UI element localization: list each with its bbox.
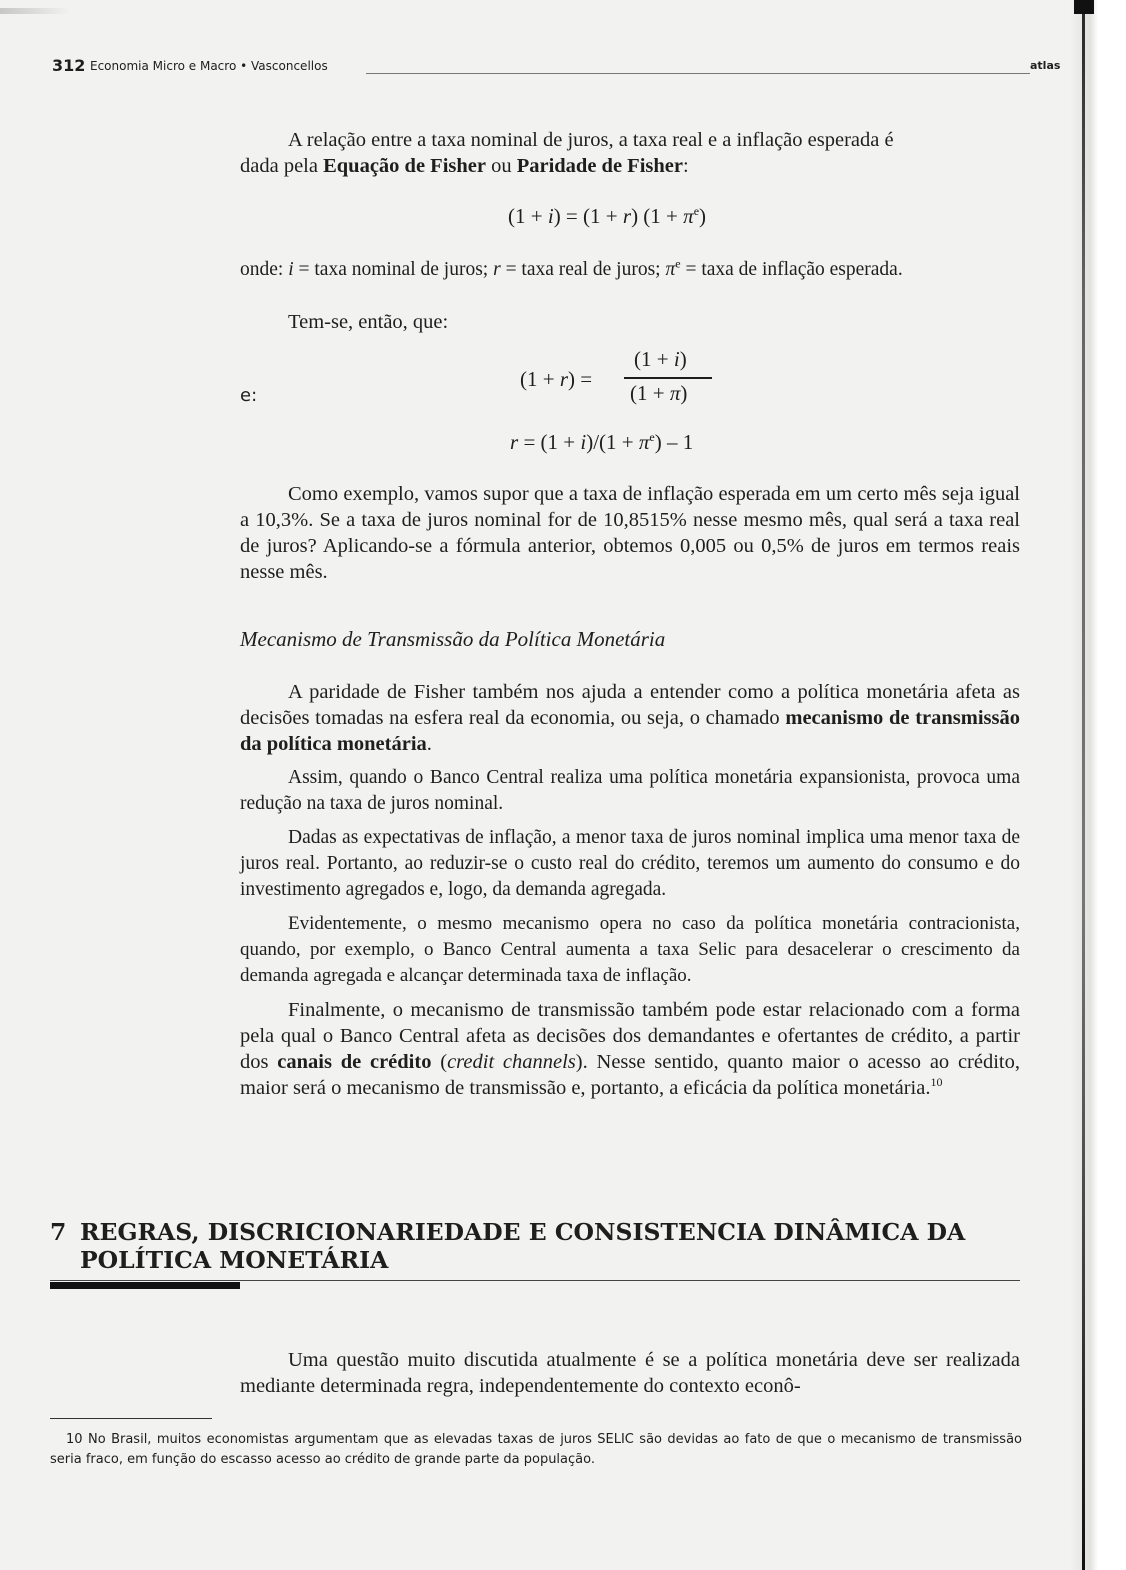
section-bar <box>50 1282 240 1289</box>
definition-text: = taxa de inflação esperada. <box>680 259 903 280</box>
fraction-bar <box>624 377 712 379</box>
fisher-equation-formula <box>508 203 788 229</box>
section-number: 7 <box>50 1218 67 1246</box>
running-header <box>52 56 1062 82</box>
e-label: e: <box>240 385 258 406</box>
formula-superscript-e: e <box>649 430 655 444</box>
page-number: 312 <box>52 56 86 75</box>
real-rate-formula <box>510 429 693 455</box>
formula-text: (1 + <box>630 381 670 405</box>
header-separator: • <box>240 59 248 73</box>
page-edge-shadow <box>1070 0 1126 1570</box>
paragraph-text: Finalmente, o mecanismo de transmissão também pode estar relacionado com a forma pela qual o Banco Central afeta as decisões dos demandantes e ofertantes de crédito, a partir dos <box>240 999 1020 1073</box>
definition-text: = taxa real de juros; <box>500 259 666 280</box>
paragraph-text: A paridade de Fisher também nos ajuda a entender como a política monetária afeta as decisões tomadas na esfera real da economia, ou seja, o chamado <box>240 681 1020 729</box>
formula-text: ) <box>699 204 707 228</box>
book-author: Vasconcellos <box>251 59 328 73</box>
formula-text: = (1 + <box>518 430 581 454</box>
paragraph-expectations: Dadas as expectativas de inflação, a menor taxa de juros nominal implica uma menor taxa de juros real. Portanto, ao reduzir-se o custo real do crédito, teremos um aumento do consumo e do investimento agregados e, logo, da demanda agregada. <box>240 827 1020 900</box>
formula-text: (1 + <box>508 204 548 228</box>
formula-text: ) – 1 <box>654 430 694 454</box>
fraction-denominator <box>630 381 687 406</box>
fraction-numerator <box>634 347 687 372</box>
intro-line-2-suffix: : <box>682 155 689 177</box>
footnote <box>50 1430 1022 1470</box>
formula-superscript-e: e <box>693 204 700 218</box>
publisher-logo: atlas <box>1030 59 1061 72</box>
section-title: REGRAS, DISCRICIONARIEDADE E CONSISTENCIA DINÂMICA DA POLÍTICA MONETÁRIA <box>80 1218 966 1274</box>
formula-var-r: r <box>622 204 632 228</box>
footnote-rule <box>50 1418 212 1419</box>
real-rate-fraction-formula <box>520 347 740 417</box>
formula-text: ) = <box>568 367 593 391</box>
formula-text: (1 + <box>634 347 674 371</box>
intro-connector: ou <box>485 155 517 177</box>
definition-var-pi: π <box>665 259 676 280</box>
paragraph-credit-channels <box>240 997 1020 1101</box>
definition-text: onde: <box>240 259 289 280</box>
paragraph-text: ). Nesse sentido, quanto maior o acesso ao crédito, maior será o mecanismo de transmissão e, portanto, a eficácia da política monetária. <box>240 1051 1020 1099</box>
formula-text: ) <box>680 381 688 405</box>
credit-channels-english: credit channels <box>447 1051 576 1073</box>
formula-text: ) = (1 + <box>553 204 623 228</box>
formula-var-pi: π <box>638 430 650 454</box>
paragraph-text: . <box>426 733 432 755</box>
example-paragraph: Como exemplo, vamos supor que a taxa de inflação esperada em um certo mês seja igual a 10,3%. Se a taxa de juros nominal for de 10,8515% nesse mesmo mês, qual será a taxa real de juros? Aplicando-se a fórmula anterior, obtemos 0,005 ou 0,5% de juros em termos reais nesse mês. <box>240 483 1020 583</box>
footnote-text: No Brasil, muitos economistas argumentam que as elevadas taxas de juros SELIC são devidas ao fato de que o mecanismo de transmissão seria fraco, em função do escasso acesso ao crédito de grande parte da população. <box>50 1432 1022 1467</box>
definition-text: = taxa nominal de juros; <box>293 259 494 280</box>
subsection-heading: Mecanismo de Transmissão da Política Monetária <box>240 627 666 651</box>
definition-superscript-e: e <box>675 256 681 271</box>
formula-var-r: r <box>559 367 569 391</box>
formula-var-pi: π <box>683 204 694 228</box>
book-title: Economia Micro e Macro <box>90 59 237 73</box>
formula-text: )/(1 + <box>586 430 639 454</box>
then-text: Tem-se, então, que: <box>288 311 449 333</box>
intro-line-1: A relação entre a taxa nominal de juros, a taxa real e a inflação esperada é <box>288 129 894 151</box>
definition-var-r: r <box>493 259 501 280</box>
formula-text: ) <box>679 347 687 371</box>
formula-var-pi: π <box>669 381 681 405</box>
paragraph-text: ( <box>431 1051 448 1073</box>
book-spine-edge <box>1082 0 1085 1570</box>
fisher-parity-term: Paridade de Fisher <box>516 155 683 177</box>
formula-var-i: i <box>580 430 587 454</box>
scan-smudge <box>0 8 70 14</box>
book-spine-corner <box>1074 0 1094 14</box>
paragraph-expansionary: Assim, quando o Banco Central realiza uma política monetária expansionista, provoca uma redução na taxa de juros nominal. <box>240 767 1020 814</box>
variable-definitions <box>240 257 1030 283</box>
formula-var-r: r <box>510 430 519 454</box>
formula-var-i: i <box>547 204 554 228</box>
intro-line-2-prefix: dada pela <box>240 155 324 177</box>
formula-var-i: i <box>673 347 680 371</box>
paragraph-contractionary: Evidentemente, o mesmo mecanismo opera no caso da política monetária contracionista, quando, por exemplo, o Banco Central aumenta a taxa Selic para desacelerar o crescimento da demanda agregada e alcançar determinada taxa de inflação. <box>240 913 1020 986</box>
header-rule <box>366 73 1030 74</box>
transmission-mechanism-term: mecanismo de transmissão da política monetária <box>240 707 1020 755</box>
formula-text: ) (1 + <box>631 204 684 228</box>
footnote-number: 10 <box>66 1432 83 1447</box>
paragraph-fisher-parity <box>240 679 1020 757</box>
footnote-reference[interactable]: 10 <box>930 1075 943 1090</box>
fraction-lhs <box>520 367 592 392</box>
credit-channels-term: canais de crédito <box>277 1051 432 1073</box>
section-rule <box>50 1280 1020 1281</box>
section-intro-paragraph: Uma questão muito discutida atualmente é se a política monetária deve ser realizada mediante determinada regra, independentemente do contexto econô- <box>240 1349 1020 1397</box>
fisher-equation-term: Equação de Fisher <box>323 155 486 177</box>
intro-paragraph <box>240 127 1020 179</box>
formula-text: (1 + <box>520 367 560 391</box>
running-head-title <box>90 59 328 73</box>
definition-var-i: i <box>288 259 294 280</box>
